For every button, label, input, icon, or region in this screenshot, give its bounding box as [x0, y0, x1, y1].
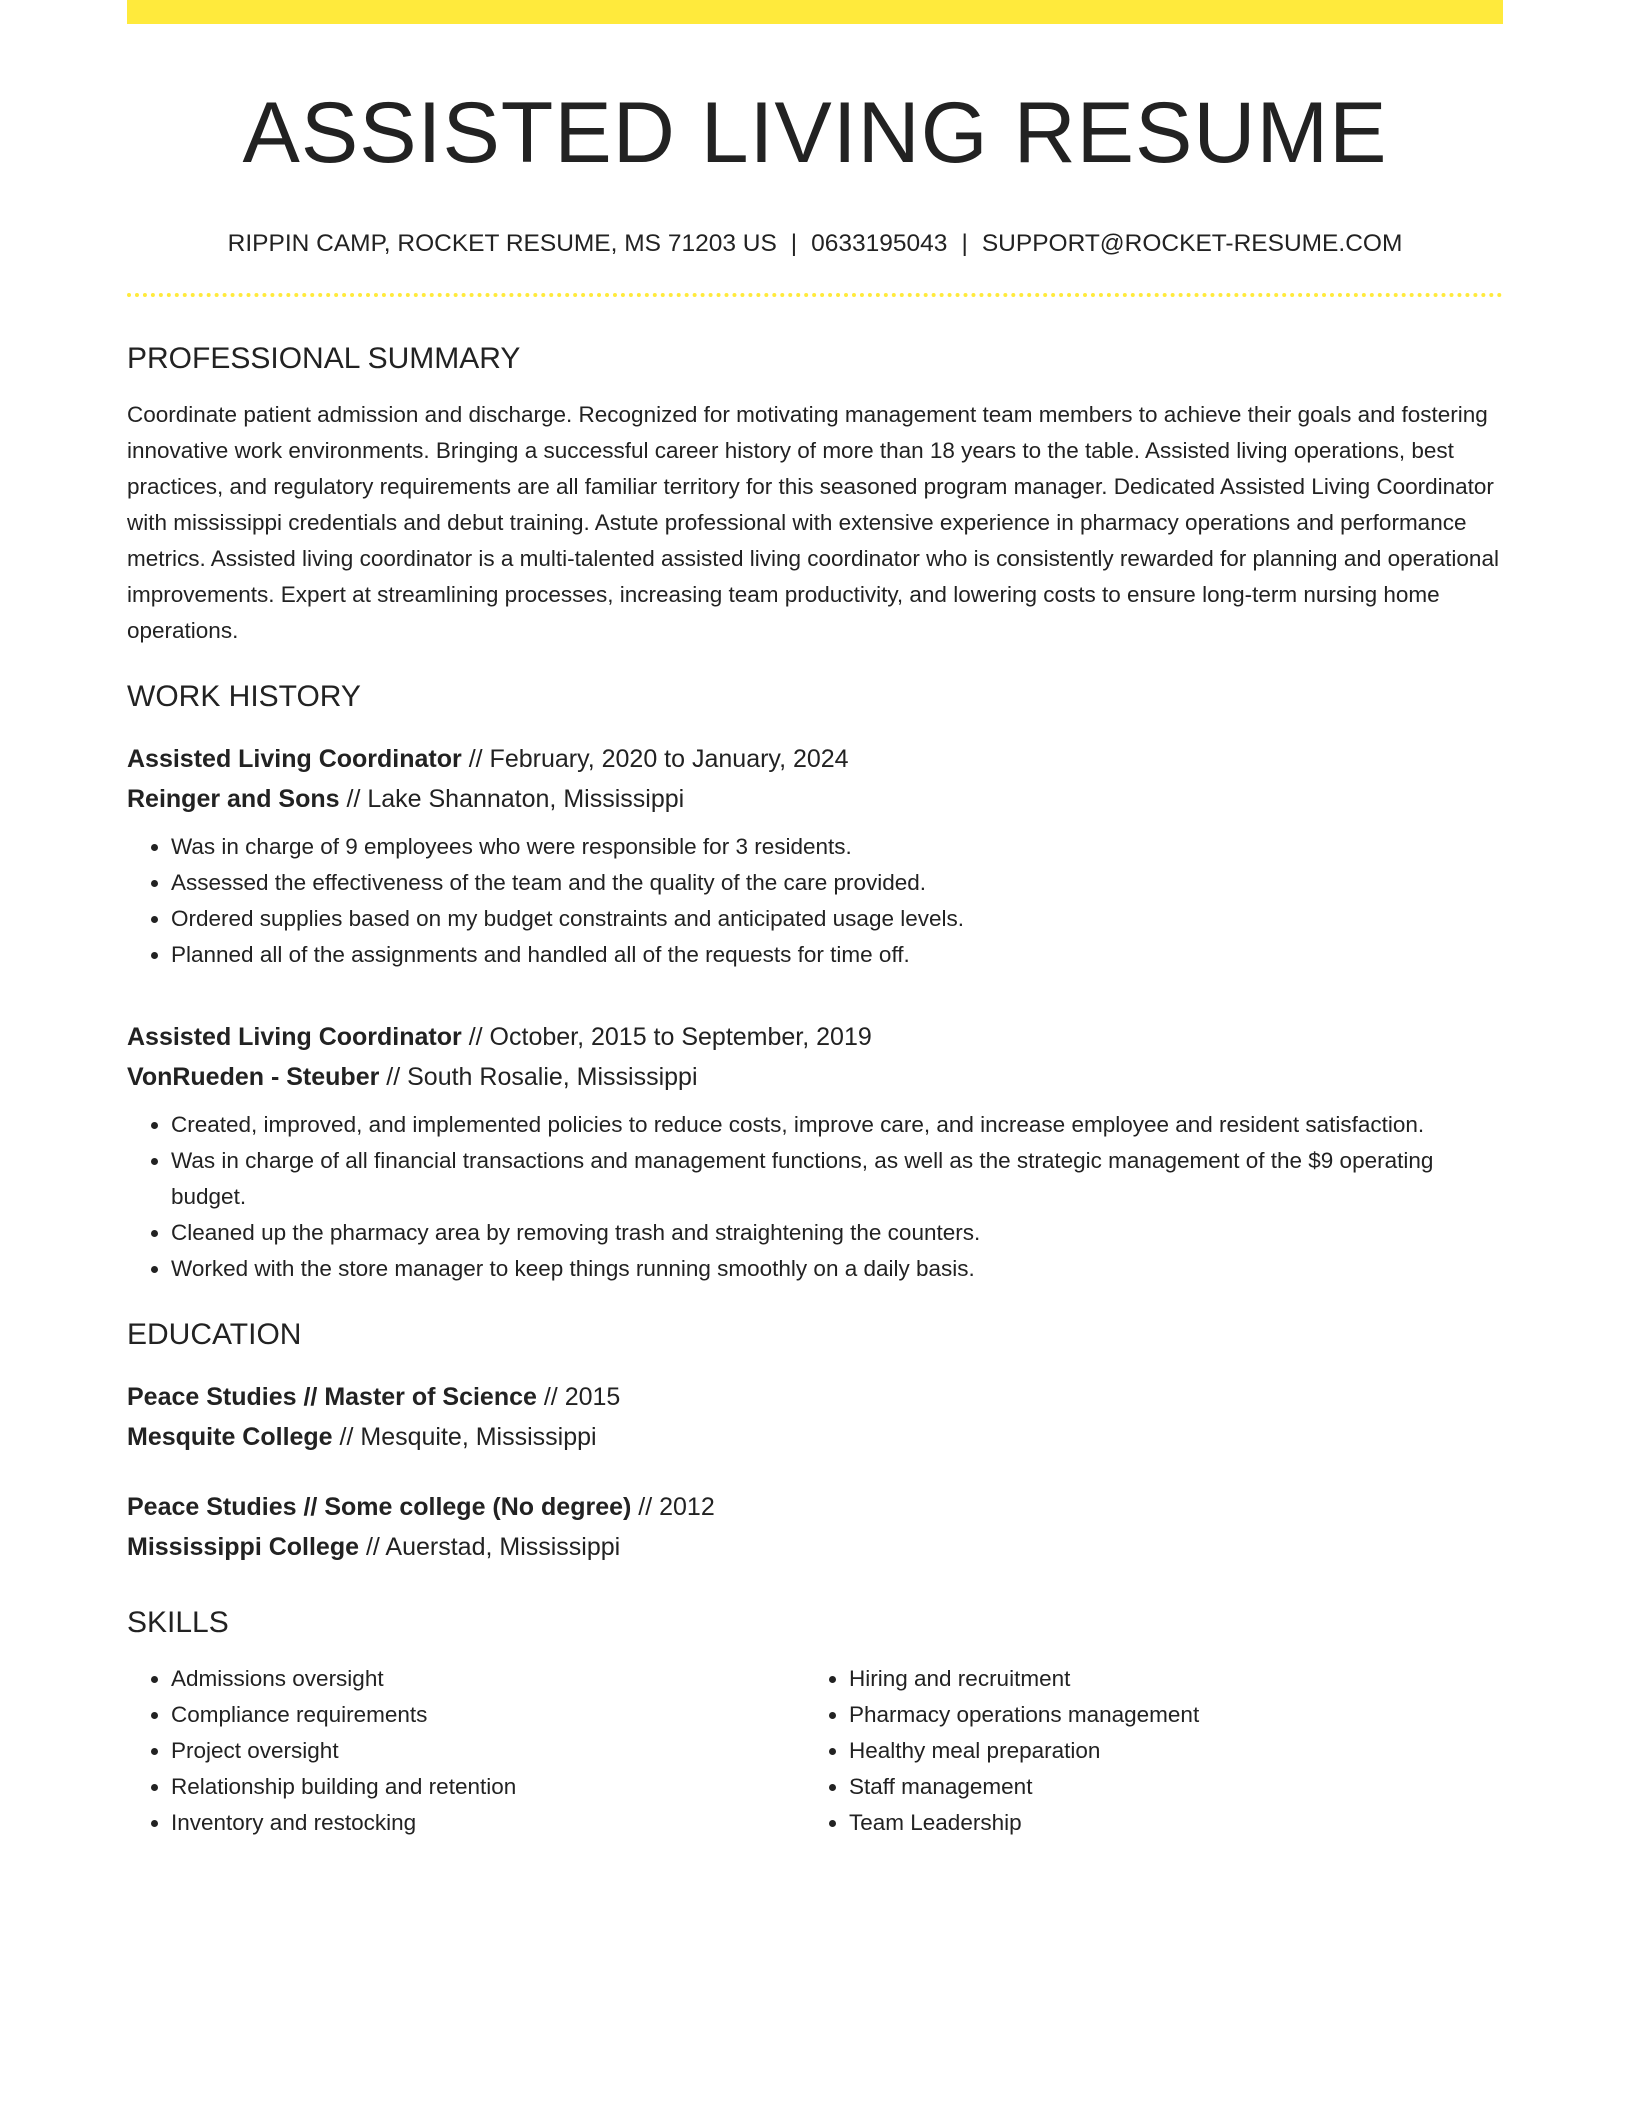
- job-role: Assisted Living Coordinator: [127, 1022, 462, 1051]
- education-degree-line: [127, 1487, 1503, 1527]
- skills-list-left: [127, 1661, 805, 1841]
- education-entry: [127, 1377, 1503, 1457]
- skills-list-right: [805, 1661, 1483, 1841]
- job-title-line: [127, 739, 1503, 779]
- job-bullet: • Assessed the effectiveness of the team and the quality of the care provided.: [171, 865, 1503, 901]
- skills-section: [127, 1605, 1503, 1841]
- job-bullet-list: [127, 1107, 1503, 1287]
- resume-title: ASSISTED LIVING RESUME: [242, 85, 1388, 181]
- job-entry: [127, 739, 1503, 973]
- job-bullet: • Was in charge of 9 employees who were responsible for 3 residents.: [171, 829, 1503, 865]
- contact-line: [127, 229, 1503, 258]
- contact-address: RIPPIN CAMP, ROCKET RESUME, MS 71203 US: [227, 230, 777, 258]
- contact-email: SUPPORT@ROCKET-RESUME.COM: [981, 230, 1403, 258]
- section-title-skills: SKILLS: [127, 1605, 229, 1639]
- skill-item: • Team Leadership: [849, 1805, 1483, 1841]
- resume-page: [127, 0, 1503, 1841]
- summary-text: Coordinate patient admission and discharge. Recognized for motivating management team members to achieve their goals and fostering innovative work environments. Bringing a successful career history of more than 18 years to the table. Assisted living operations, best practices, and regulatory requirements are all familiar territory for this seasoned program manager. Dedicated Assisted Living Coordinator with mississippi credentials and debut training. Astute professional with extensive experience in pharmacy operations and performance metrics. Assisted living coordinator is a multi-talented assisted living coordinator who is consistently rewarded for planning and operational improvements. Expert at streamlining processes, increasing team productivity, and lowering costs to ensure long-term nursing home operations.: [127, 401, 1499, 643]
- education-school-line: [127, 1417, 1503, 1457]
- education-location: // Auerstad, Mississippi: [359, 1532, 621, 1561]
- education-section: [127, 1317, 1503, 1567]
- job-bullet: • Was in charge of all financial transactions and management functions, as well as the strategic management of the $9 operating budget.: [171, 1143, 1503, 1215]
- education-school-line: [127, 1527, 1503, 1567]
- skill-item: • Staff management: [849, 1769, 1483, 1805]
- education-degree-line: [127, 1377, 1503, 1417]
- skill-item: • Compliance requirements: [171, 1697, 805, 1733]
- education-school: Mesquite College: [127, 1422, 333, 1451]
- skill-item: • Healthy meal preparation: [849, 1733, 1483, 1769]
- job-dates: // October, 2015 to September, 2019: [461, 1022, 872, 1051]
- education-school: Mississippi College: [127, 1532, 360, 1561]
- education-year: // 2015: [536, 1382, 621, 1411]
- education-degree: Peace Studies // Master of Science: [127, 1382, 537, 1411]
- section-title-education: EDUCATION: [127, 1317, 302, 1351]
- section-title-work-history: WORK HISTORY: [127, 679, 361, 713]
- skill-item: • Inventory and restocking: [171, 1805, 805, 1841]
- contact-phone: 0633195043: [811, 230, 948, 258]
- job-bullet: • Cleaned up the pharmacy area by removing trash and straightening the counters.: [171, 1215, 1503, 1251]
- job-company: VonRueden - Steuber: [127, 1062, 380, 1091]
- skill-item: • Relationship building and retention: [171, 1769, 805, 1805]
- job-bullet: • Created, improved, and implemented policies to reduce costs, improve care, and increase employee and resident satisfaction.: [171, 1107, 1503, 1143]
- job-company: Reinger and Sons: [127, 784, 340, 813]
- education-year: // 2012: [631, 1492, 715, 1521]
- skill-item: • Project oversight: [171, 1733, 805, 1769]
- skill-item: • Pharmacy operations management: [849, 1697, 1483, 1733]
- job-company-line: [127, 779, 1503, 819]
- job-bullet: • Worked with the store manager to keep things running smoothly on a daily basis.: [171, 1251, 1503, 1287]
- education-location: // Mesquite, Mississippi: [332, 1422, 597, 1451]
- job-location: // Lake Shannaton, Mississippi: [339, 784, 685, 813]
- job-role: Assisted Living Coordinator: [127, 744, 462, 773]
- job-location: // South Rosalie, Mississippi: [379, 1062, 698, 1091]
- contact-separator: |: [790, 230, 798, 258]
- skill-item: • Hiring and recruitment: [849, 1661, 1483, 1697]
- job-company-line: [127, 1057, 1503, 1097]
- education-degree: Peace Studies // Some college (No degree): [127, 1492, 632, 1521]
- job-entry: [127, 1017, 1503, 1287]
- job-bullet-list: [127, 829, 1503, 973]
- job-title-line: [127, 1017, 1503, 1057]
- dotted-divider: [127, 293, 1503, 297]
- education-entry: [127, 1487, 1503, 1567]
- job-dates: // February, 2020 to January, 2024: [461, 744, 849, 773]
- professional-summary-section: [127, 341, 1503, 649]
- skill-item: • Admissions oversight: [171, 1661, 805, 1697]
- top-accent-bar: [127, 0, 1503, 24]
- job-bullet: • Planned all of the assignments and handled all of the requests for time off.: [171, 937, 1503, 973]
- skills-grid: [127, 1661, 1503, 1841]
- job-bullet: • Ordered supplies based on my budget constraints and anticipated usage levels.: [171, 901, 1503, 937]
- contact-separator: |: [961, 230, 968, 258]
- work-history-section: [127, 679, 1503, 1287]
- section-title-summary: PROFESSIONAL SUMMARY: [127, 341, 521, 375]
